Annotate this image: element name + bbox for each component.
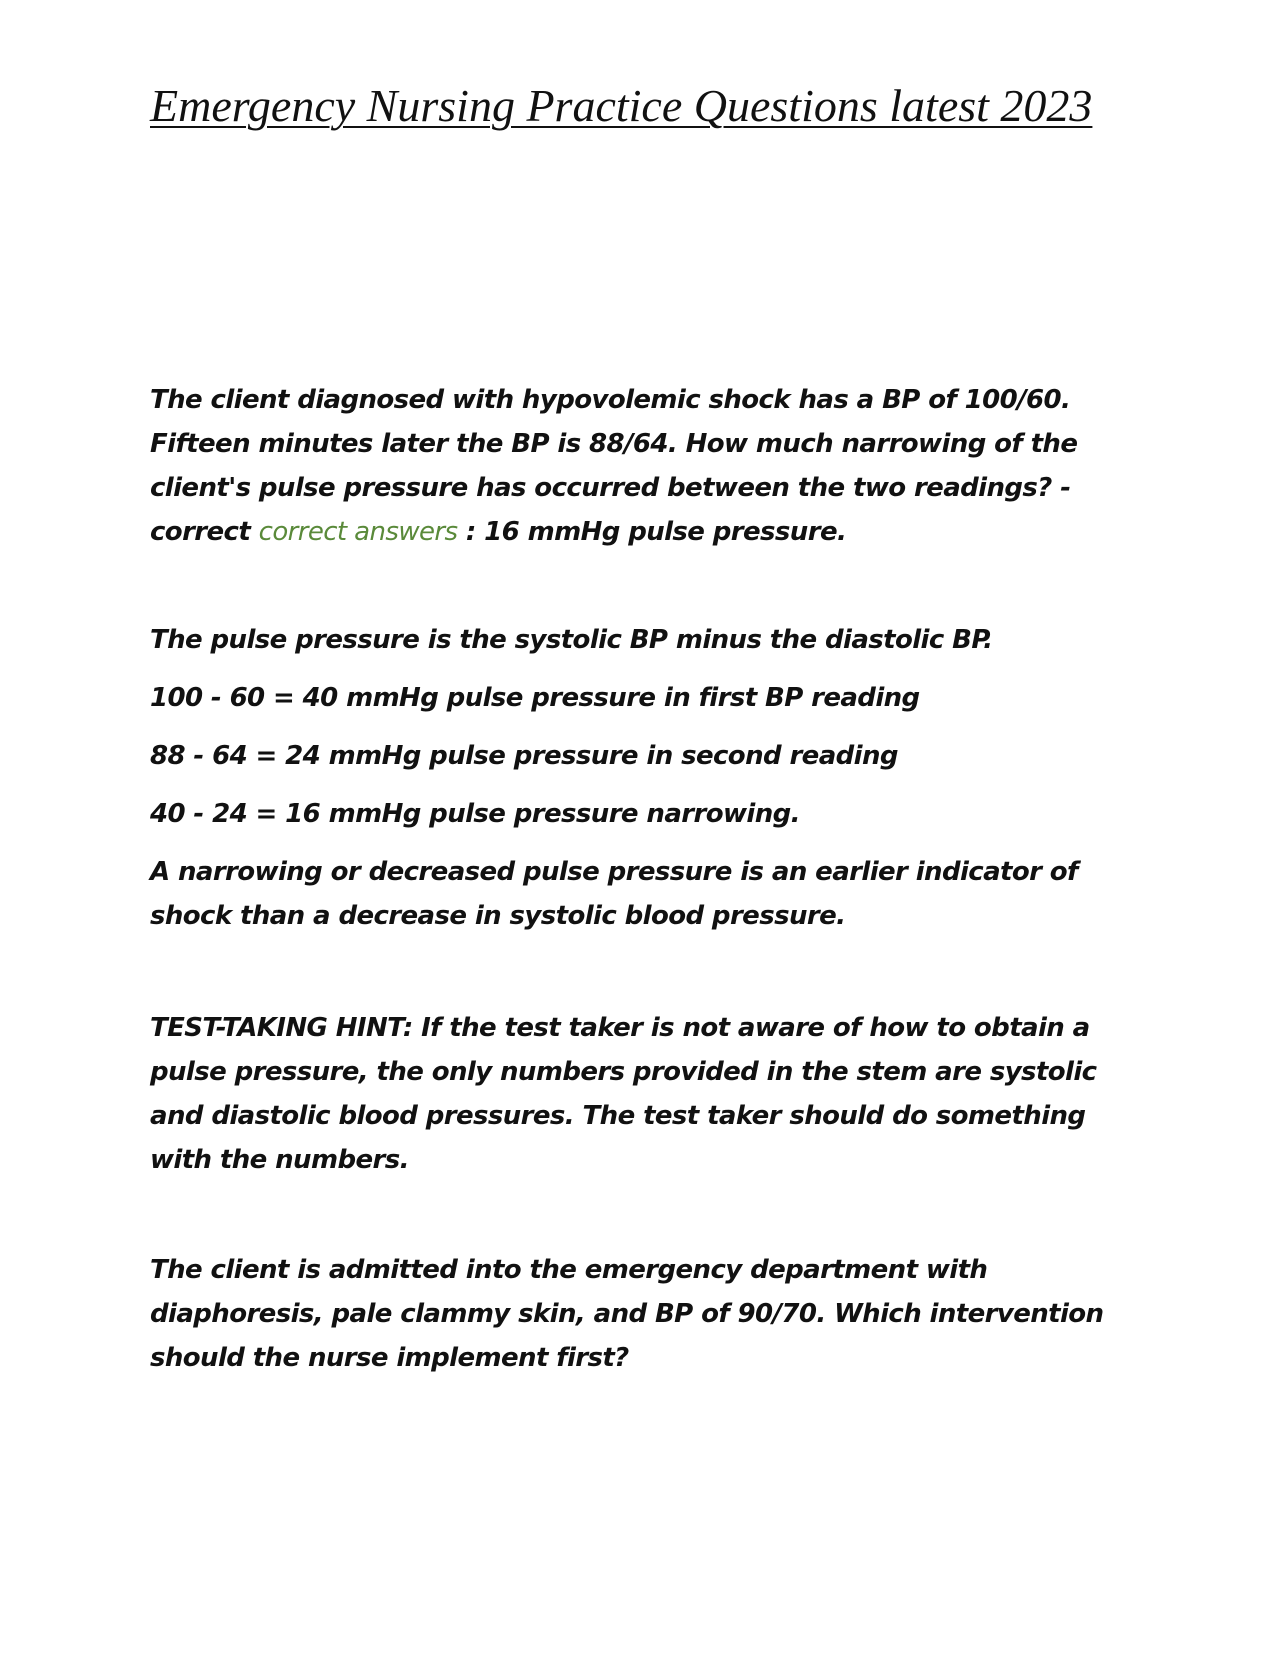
test-taking-hint: TEST-TAKING HINT: If the test taker is not aware of how to obtain a pulse pressure, the only numbers provided in the stem are systolic and diastolic blood pressures. The test taker should do something with the numbers.: [150, 1013, 1097, 1175]
correct-answers-label: correct answers: [258, 517, 458, 547]
question-2: The client is admitted into the emergency department with diaphoresis, pale clammy skin, and BP of 90/70. Which intervention should the nurse implement first?: [150, 1255, 1104, 1373]
document-title: Emergency Nursing Practice Questions latest 2023: [150, 80, 1093, 131]
explanation-line-3: 88 - 64 = 24 mmHg pulse pressure in second reading: [150, 741, 898, 771]
explanation-line-5: A narrowing or decreased pulse pressure is an earlier indicator of shock than a decrease in systolic blood pressure.: [150, 857, 1078, 931]
explanation-line-2: 100 - 60 = 40 mmHg pulse pressure in first BP reading: [150, 683, 920, 713]
question-1: [150, 378, 1130, 554]
question-1-answer: : 16 mmHg pulse pressure.: [457, 517, 847, 547]
explanation-line-4: 40 - 24 = 16 mmHg pulse pressure narrowing.: [150, 799, 800, 829]
question-1-text: The client diagnosed with hypovolemic shock has a BP of 100/60. Fifteen minutes later the BP is 88/64. How much narrowing of the client's pulse pressure has occurred between the two readings? - correct: [150, 385, 1078, 547]
explanation-line-1: The pulse pressure is the systolic BP minus the diastolic BP.: [150, 625, 993, 655]
